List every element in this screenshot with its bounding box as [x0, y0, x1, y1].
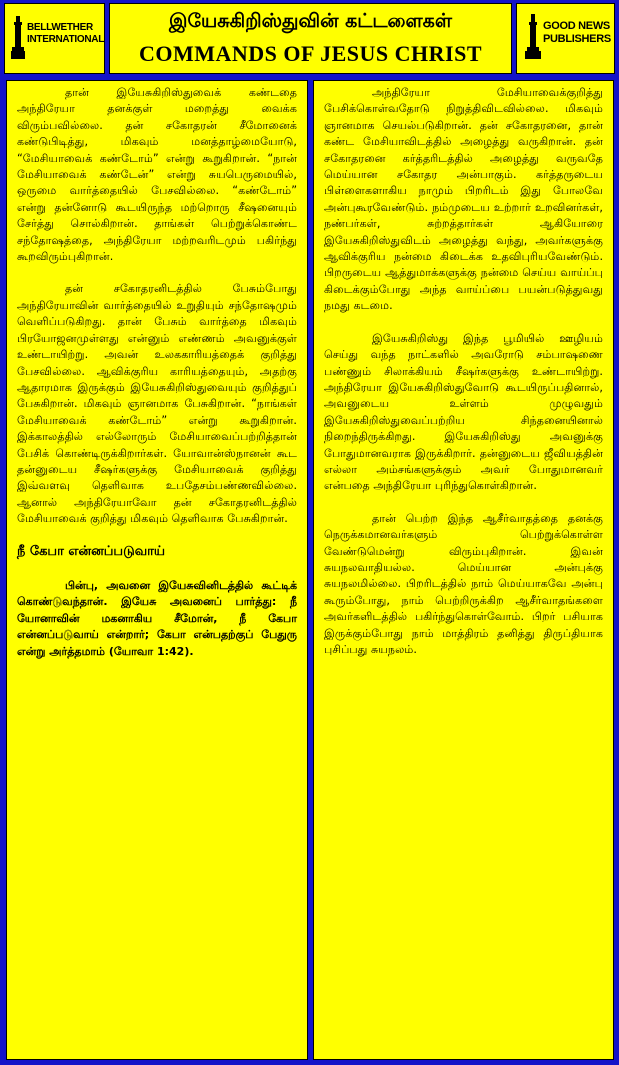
- right-paragraph-1: அந்திரேயா மேசியாவைக்குறித்து பேசிக்கொள்வதோடு நிறுத்திவிடவில்லை. மிகவும் ஞானமாக செயல்படுகிறான். தன் சகோதரனை, தான் கண்ட மேசியாவிடத்தில் அழைத்து வருகிறான். தன் சகோதரனை கர்த்தரிடத்தில் அழைத்து வருவதே மெய்யான சகோதர அன்பாகும். கர்த்தருடைய பிள்ளைகளாகிய நாமும் பிறரிடம் இது போலவே அன்புகூரவேண்டும். நம்முடைய உற்றார் உறவினர்கள், நண்பர்கள், சுற்றத்தார்கள் ஆகியோரை இயேசுகிறிஸ்துவிடம் அழைத்து வந்து, அவர்களுக்கு ஆவிக்குரிய நன்மை கிடைக்க உதவிபுரியவேண்டும். பிறருடைய ஆத்துமாக்களுக்கு நன்மை செய்ய வாய்ப்பு கிடைக்கும்போது அந்த வாய்ப்பை பயன்படுத்துவது நமது கடமை.: [324, 86, 603, 313]
- title-tamil: இயேசுகிறிஸ்துவின் கட்டளைகள்: [169, 10, 452, 32]
- right-paragraph-2: இயேசுகிறிஸ்து இந்த பூமியில் ஊழியம் செய்து வந்த நாட்களில் அவரோடு சம்பாஷணை பண்ணும் சிலாக்கியம் சீஷர்களுக்கு உண்டாயிற்று. அந்திரேயா இயேசுகிறிஸ்துவோடு கூடயிருப்பதினால், அவனுடைய உள்ளம் முழுவதும் இயேசுகிறிஸ்துவைப்பற்றிய சிந்தனையினால் நிறைந்திருக்கிறது. இயேசுகிறிஸ்து அவனுக்கு போதுமானவராக இருக்கிறார். தன்னுடைய ஜீவியத்தின் எல்லா அம்சங்களுக்கும் அவர் போதுமானவர் என்பதை அந்திரேயா புரிந்துகொள்கிறான்.: [324, 331, 603, 493]
- left-column: [6, 80, 308, 1060]
- good-news-emblem-icon: [525, 14, 541, 60]
- section-subheading: நீ கேபா என்னப்படுவாய்: [17, 543, 166, 559]
- bellwether-logo-text: [27, 22, 104, 46]
- title-banner: [109, 3, 512, 74]
- scripture-verse: பின்பு, அவனை இயேசுவினிடத்தில் கூட்டிக் கொண்டுவந்தான். இயேசு அவனைப் பார்த்து: நீ யோனாவின் மகனாகிய சீமோன், நீ கேபா என்னப்படுவாய் என்றார்; கேபா என்பதற்குப் பேதுரு என்று அர்த்தமாம் (யோவா 1:42).: [17, 578, 297, 658]
- bellwether-line1: BELLWETHER: [27, 22, 93, 33]
- title-english: COMMANDS OF JESUS CHRIST: [138, 41, 483, 66]
- good-news-line2: PUBLISHERS: [543, 33, 611, 45]
- right-column: [313, 80, 614, 1060]
- left-paragraph-2: தன் சகோதரனிடத்தில் பேசும்போது அந்திரேயாவின் வார்த்தையில் உறுதியும் சந்தோஷமும் வெளிப்படுகிறது. தான் பேசும் வார்த்தை மிகவும் பிரயோஜனமுள்ளது என்னும் எண்ணம் அவனுக்குள் உண்டாயிற்று. அவன் உலககாரியத்தைக் குறித்து பேசவில்லை. ஆவிக்குரிய காரியத்தையும், அதற்கு ஆதாரமாக இருக்கும் இயேசுகிறிஸ்துவையும் குறித்துப் பேசுகிறான். மிகவும் ஞானமாக பேசுகிறான். “நாங்கள் மேசியாவைக் கண்டோம்” என்று கூறுகிறான். இக்காலத்தில் எல்லோரும் மேசியாவைப்பற்றித்தான் பேசிக் கொண்டிருக்கிறார்கள். யோவான்ஸ்நானன் கூட தன்னுடைய சீஷர்களுக்கு மேசியாவைக் குறித்து இவ்வளவு தெளிவாக உபதேசம்பண்ணவில்லை. ஆனால் அந்திரேயாவோ தன் சகோதரனிடத்தில் மேசியாவைக் குறித்து மிகவும் தெளிவாக பேசுகிறான்.: [17, 282, 297, 526]
- right-paragraph-3: தான் பெற்ற இந்த ஆசீர்வாதத்தை தனக்கு நெருக்கமானவர்களும் பெற்றுக்கொள்ள வேண்டுமென்று விரும்புகிறான். இவன் சுயநலவாதியல்ல. மெய்யான அன்புக்கு சுயநலமில்லை. பிறரிடத்தில் நாம் மெய்யாகவே அன்பு கூரும்போது, நாம் பெற்றிருக்கிற ஆசீர்வாதங்களை அவர்களிடத்தில் பகிர்ந்துகொள்வோம். பிறர் பசியாக இருக்கும்போது நாம் மாத்திரம் தனித்து திருப்தியாக புசிப்பது சுயநலம்.: [324, 511, 603, 656]
- left-paragraph-1: தான் இயேசுகிறிஸ்துவைக் கண்டதை அந்திரேயா தனக்குள் மறைத்து வைக்க விரும்பவில்லை. தன் சகோதரன் சீமோனைக் கண்டுபிடித்து, மிகவும் மனத்தாழ்மையோடு, “மேசியாவைக் கண்டோம்” என்று கூறுகிறான். “நான் மேசியாவைக் கண்டேன்” என்று சுயபெருமையில், ஒருமை வார்த்தையில் பேசவில்லை. “கண்டோம்” என்று தன்னோடு கூடயிருந்த மற்றொரு சீஷனையும் சேர்த்து சொல்கிறான். தாங்கள் பெற்றுக்கொண்ட சந்தோஷத்தை, அந்திரேயா மற்றவரிடமும் பகிர்ந்து கூறவிரும்புகிறான்.: [17, 86, 297, 264]
- header: [4, 3, 615, 76]
- bellwether-line2: INTERNATIONAL: [27, 34, 105, 45]
- bellwether-logo: [4, 3, 105, 74]
- good-news-logo-text: [543, 20, 611, 46]
- good-news-line1: GOOD NEWS: [543, 20, 610, 32]
- bellwether-emblem-icon: [11, 16, 25, 60]
- good-news-logo: [516, 3, 615, 74]
